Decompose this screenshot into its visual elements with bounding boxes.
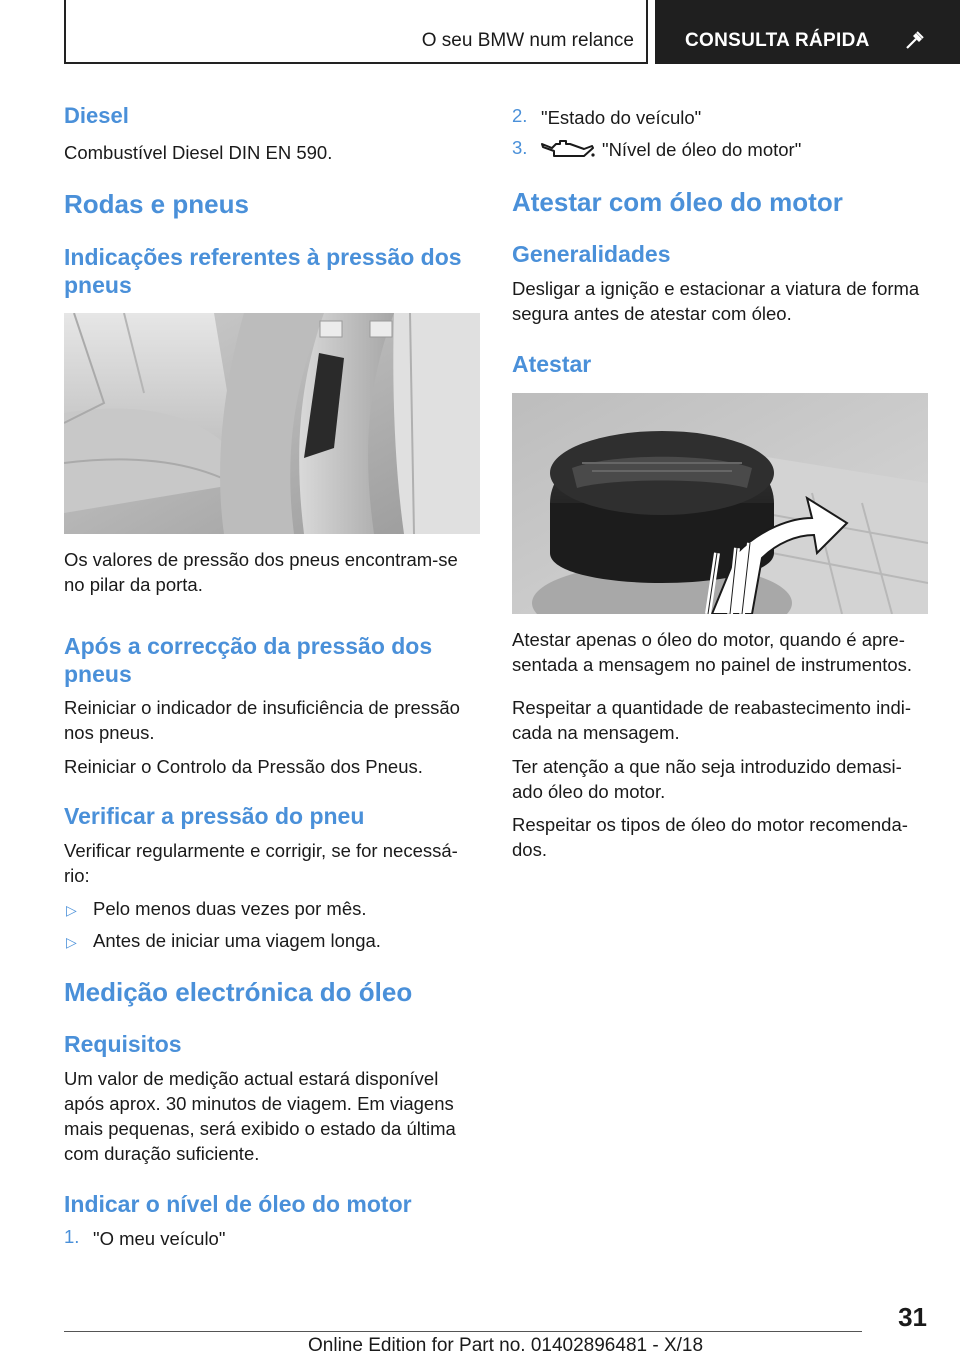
step-text: "Nível de óleo do motor"	[602, 139, 802, 160]
para3-line1: Ter atenção a que não seja introduzido demasi‐	[512, 756, 902, 777]
door-pillar-photo	[64, 313, 480, 534]
verificar-text-1: Verificar regularmente e corrigir, se for necessá‐	[64, 840, 458, 861]
atestar-heading: Atestar	[512, 351, 592, 377]
apos-text-2: Reiniciar o Controlo da Pressão dos Pneus.	[64, 756, 423, 777]
step-number: 1.	[64, 1226, 80, 1247]
requisitos-line: com duração suficiente.	[64, 1143, 260, 1164]
step-number: 3.	[512, 137, 528, 158]
requisitos-heading: Requisitos	[64, 1031, 182, 1057]
para1-line2: sentada a mensagem no painel de instrumentos.	[512, 654, 913, 675]
photo-caption-line2: no pilar da porta.	[64, 574, 203, 595]
verificar-heading: Verificar a pressão do pneu	[64, 803, 365, 829]
header-tab[interactable]	[655, 0, 960, 64]
header-section-title: O seu BMW num relance	[421, 30, 634, 51]
para1-line1: Atestar apenas o óleo do motor, quando é apre‐	[512, 629, 905, 650]
bullet-marker-icon: ▷	[66, 902, 77, 918]
verificar-text-2: rio:	[64, 865, 90, 886]
quick-reference-icon	[903, 28, 927, 52]
medicao-heading: Medição electrónica do óleo	[64, 977, 413, 1007]
para4-line2: dos.	[512, 839, 547, 860]
apos-text-1a: Reiniciar o indicador de insuficiência de pressão	[64, 697, 460, 718]
step-text: "O meu veículo"	[93, 1228, 226, 1249]
online-edition-text: Online Edition for Part no. 01402896481 - X/18	[308, 1335, 704, 1356]
generalidades-line1: Desligar a ignição e estacionar a viatura de forma	[512, 278, 920, 299]
bullet-item: Antes de iniciar uma viagem longa.	[93, 930, 381, 951]
header-section-box	[64, 0, 648, 64]
apos-heading-line1: Após a correcção da pressão dos	[64, 633, 433, 659]
apos-heading-line2: pneus	[64, 661, 132, 687]
diesel-heading: Diesel	[64, 103, 129, 128]
diesel-text: Combustível Diesel DIN EN 590.	[64, 142, 333, 163]
indicacoes-heading-line1: Indicações referentes à pressão dos	[64, 244, 462, 270]
bullet-item: Pelo menos duas vezes por mês.	[93, 898, 367, 919]
generalidades-heading: Generalidades	[512, 241, 671, 267]
bullet-marker-icon: ▷	[66, 934, 77, 950]
oil-cap-illustration	[512, 393, 928, 614]
generalidades-line2: segura antes de atestar com óleo.	[512, 303, 792, 324]
photo-caption-line1: Os valores de pressão dos pneus encontram-se	[64, 549, 458, 570]
para3-line2: ado óleo do motor.	[512, 781, 666, 802]
para2-line2: cada na mensagem.	[512, 722, 680, 743]
page-number: 31	[898, 1302, 927, 1332]
para2-line1: Respeitar a quantidade de reabastecimento indi‐	[512, 697, 912, 718]
rodas-heading: Rodas e pneus	[64, 189, 249, 219]
atestar-oleo-heading: Atestar com óleo do motor	[512, 187, 843, 217]
header-tab-label: CONSULTA RÁPIDA	[685, 30, 870, 51]
step-number: 2.	[512, 105, 528, 126]
apos-text-1b: nos pneus.	[64, 722, 155, 743]
requisitos-line: após aprox. 30 minutos de viagem. Em viagens	[64, 1093, 454, 1114]
requisitos-line: Um valor de medição actual estará disponível	[64, 1068, 439, 1089]
indicar-heading: Indicar o nível de óleo do motor	[64, 1191, 412, 1217]
oil-can-icon	[540, 138, 596, 160]
para4-line1: Respeitar os tipos de óleo do motor recomenda‐	[512, 814, 908, 835]
footer-divider	[64, 1331, 862, 1332]
requisitos-line: mais pequenas, será exibido o estado da última	[64, 1118, 456, 1139]
step-text: "Estado do veículo"	[541, 107, 702, 128]
indicacoes-heading-line2: pneus	[64, 272, 132, 298]
